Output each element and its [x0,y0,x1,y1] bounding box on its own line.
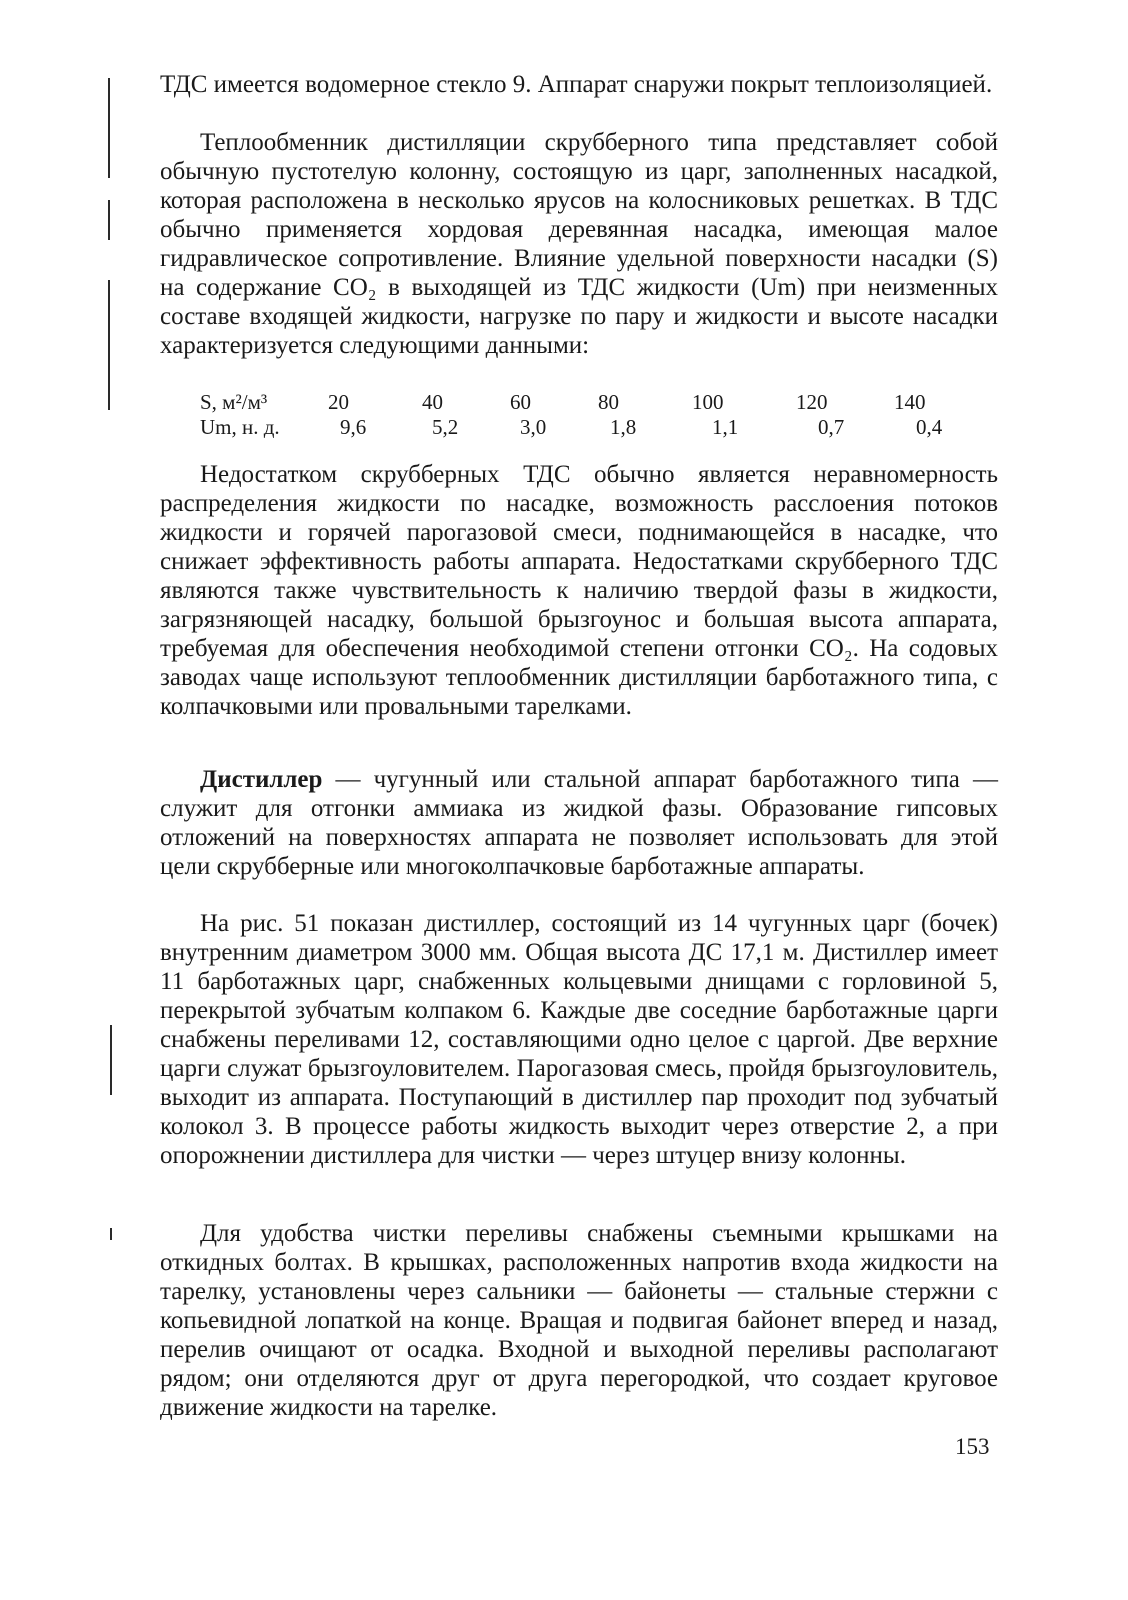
table-cell: 20 [328,390,349,414]
table-cell: 5,2 [432,415,459,439]
table-row-s [200,390,980,415]
paragraph-distiller [160,765,998,881]
table-cell: 120 [796,390,828,414]
table-cell: 1,1 [712,415,739,439]
table-row-um [200,415,980,440]
term-heading: Дистиллер [200,766,323,793]
table-cell: 80 [598,390,619,414]
margin-mark [108,280,110,410]
margin-mark [108,200,110,240]
row-label-s: S, м²/м³ [200,390,268,414]
paragraph-figure-description [160,909,998,1170]
data-table [200,390,980,440]
table-cell: 3,0 [520,415,547,439]
paragraph-disadvantages [160,460,998,721]
table-cell: 0,7 [818,415,845,439]
paragraph-text [160,765,998,881]
margin-mark [108,78,110,178]
table-cell: 40 [422,390,443,414]
paragraph-text: На рис. 51 показан дистиллер, состоящий из 14 чугунных царг (бочек) внутренним диаметром 3000 мм. Общая высота ДС 17,1 м. Дистиллер имеет 11 барботажных царг, снабженных кольцевыми днищами с горловиной 5, перекрытой зубчатым колпаком 6. Каждые две соседние барботажные царги снабжены переливами 12, составляющими одно целое с царгой. Две верхние царги служат брызгоуловителем. Парогазовая смесь, пройдя брызгоуловитель, выходит из аппарата. Поступающий в дистиллер пар проходит под зубчатый колокол 3. В процессе работы жидкость выходит через отверстие 2, а при опорожнении дистиллера для чистки — через штуцер внизу колонны. [160,910,998,1169]
table-cell: 0,4 [916,415,943,439]
table-cell: 1,8 [610,415,637,439]
table-cell: 60 [510,390,531,414]
paragraph-continuation [160,70,998,99]
margin-mark [110,1025,112,1095]
paragraph-text: Недостатком скрубберных ТДС обычно является неравномерность распределения жидкости по насадке, возможность расслоения потоков жидкости и горячей парогазовой смеси, поднимающейся в насадке, что снижает эффективность работы аппарата. Недостатками скрубберного ТДС являются также чувствительность к наличию твердой фазы в жидкости, загрязняющей насадку, большой брызгоунос и большая высота аппарата, требуемая для обеспечения необходимой степени отгонки CO₂. На содовых заводах чаще используют теплообменник дистилляции барботажного типа, с колпачковыми или провальными тарелками. [160,461,998,720]
paragraph-text: ТДС имеется водомерное стекло 9. Аппарат снаружи покрыт теплоизоляцией. [160,71,993,98]
paragraph-scrubber-exchanger [160,128,998,360]
margin-mark [110,1228,112,1240]
table-cell: 140 [894,390,926,414]
paragraph-body: — чугунный или стальной аппарат барботажного типа — служит для отгонки аммиака из жидкой фазы. Образование гипсовых отложений на поверхностях аппарата не позволяет использовать для этой цели скрубберные или многоколпачковые барботажные аппараты. [160,766,998,880]
page-number: 153 [955,1434,990,1459]
table-cell: 9,6 [340,415,367,439]
paragraph-text: Для удобства чистки переливы снабжены съемными крышками на откидных болтах. В крышках, расположенных напротив входа жидкости на тарелку, установлены через сальники — байонеты — стальные стержни с копьевидной лопаткой на конце. Вращая и подвигая байонет вперед и назад, перелив очищают от осадка. Входной и выходной переливы располагают рядом; они отделяются друг от друга перегородкой, что создает круговое движение жидкости на тарелке. [160,1220,998,1421]
paragraph-cleaning [160,1219,998,1422]
paragraph-text: Теплообменник дистилляции скрубберного типа представляет собой обычную пустотелую колонну, состоящую из царг, заполненных насадкой, которая расположена в несколько ярусов на колосниковых решетках. В ТДС обычно применяется хордовая деревянная насадка, имеющая малое гидравлическое сопротивление. Влияние удельной поверхности насадки (S) на содержание CO₂ в выходящей из ТДС жидкости (Um) при неизменных составе входящей жидкости, нагрузке по пару и жидкости и высоте насадки характеризуется следующими данными: [160,129,998,359]
table-cell: 100 [692,390,724,414]
row-label-um: Um, н. д. [200,415,280,439]
